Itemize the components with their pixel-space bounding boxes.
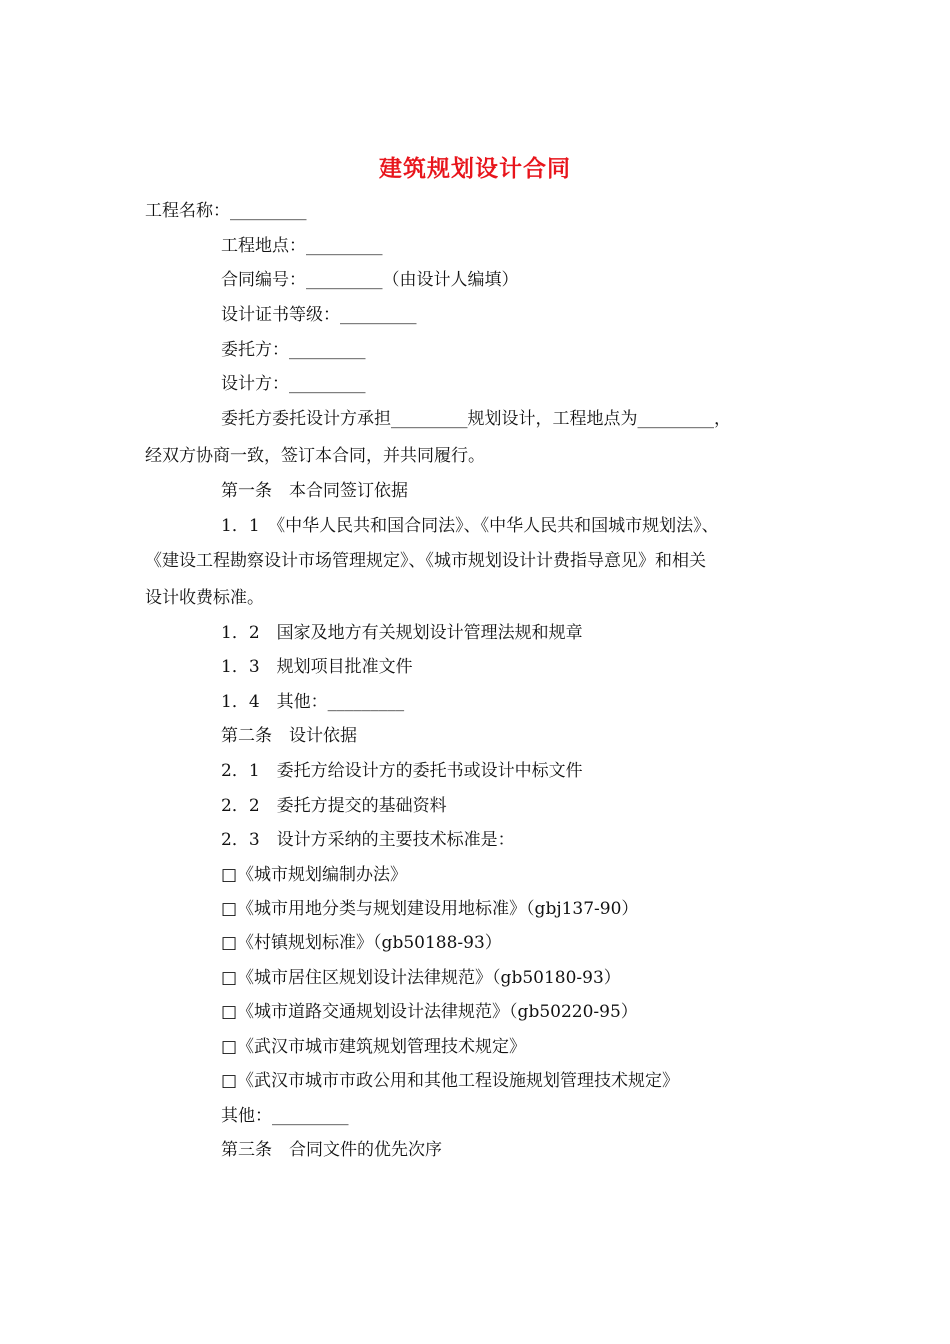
designer-line: 设计方：_________ [221, 374, 366, 394]
standard-option-7: □《武汉市城市市政公用和其他工程设施规划管理技术规定》 [221, 1071, 680, 1091]
standard-option-2: □《城市用地分类与规划建设用地标准》（gbj137-90） [221, 899, 639, 919]
article-1-heading: 第一条 本合同签订依据 [221, 481, 408, 501]
clause-1-1-line-3: 设计收费标准。 [145, 588, 264, 608]
clause-1-1-line-1: 1．1 《中华人民共和国合同法》、《中华人民共和国城市规划法》、 [221, 516, 719, 536]
clause-1-1-line-2: 《建设工程勘察设计市场管理规定》、《城市规划设计计费指导意见》和相关 [145, 551, 706, 571]
article-3-heading: 第三条 合同文件的优先次序 [221, 1140, 442, 1160]
clause-1-4: 1．4 其他：_________ [221, 692, 405, 712]
standard-other-line: 其他：_________ [221, 1106, 349, 1126]
client-line: 委托方：_________ [221, 340, 366, 360]
preamble-line-1: 委托方委托设计方承担_________规划设计，工程地点为_________， [221, 409, 731, 429]
clause-2-2: 2．2 委托方提交的基础资料 [221, 796, 447, 816]
design-certificate-line: 设计证书等级：_________ [221, 305, 417, 325]
standard-option-5: □《城市道路交通规划设计法律规范》（gb50220-95） [221, 1002, 638, 1022]
project-location-line: 工程地点：_________ [221, 236, 383, 256]
project-name-line: 工程名称：_________ [145, 201, 307, 221]
preamble-line-2: 经双方协商一致，签订本合同，并共同履行。 [145, 446, 485, 466]
clause-2-3: 2．3 设计方采纳的主要技术标准是： [221, 830, 515, 850]
clause-2-1: 2．1 委托方给设计方的委托书或设计中标文件 [221, 761, 583, 781]
article-2-heading: 第二条 设计依据 [221, 726, 357, 746]
standard-option-6: □《武汉市城市建筑规划管理技术规定》 [221, 1037, 527, 1057]
standard-option-3: □《村镇规划标准》（gb50188-93） [221, 933, 502, 953]
standard-option-1: □《城市规划编制办法》 [221, 865, 408, 885]
clause-1-2: 1．2 国家及地方有关规划设计管理法规和规章 [221, 623, 583, 643]
standard-option-4: □《城市居住区规划设计法律规范》（gb50180-93） [221, 968, 621, 988]
document-title: 建筑规划设计合同 [379, 155, 571, 182]
contract-number-line: 合同编号：_________（由设计人编填） [221, 270, 519, 290]
clause-1-3: 1．3 规划项目批准文件 [221, 657, 413, 677]
